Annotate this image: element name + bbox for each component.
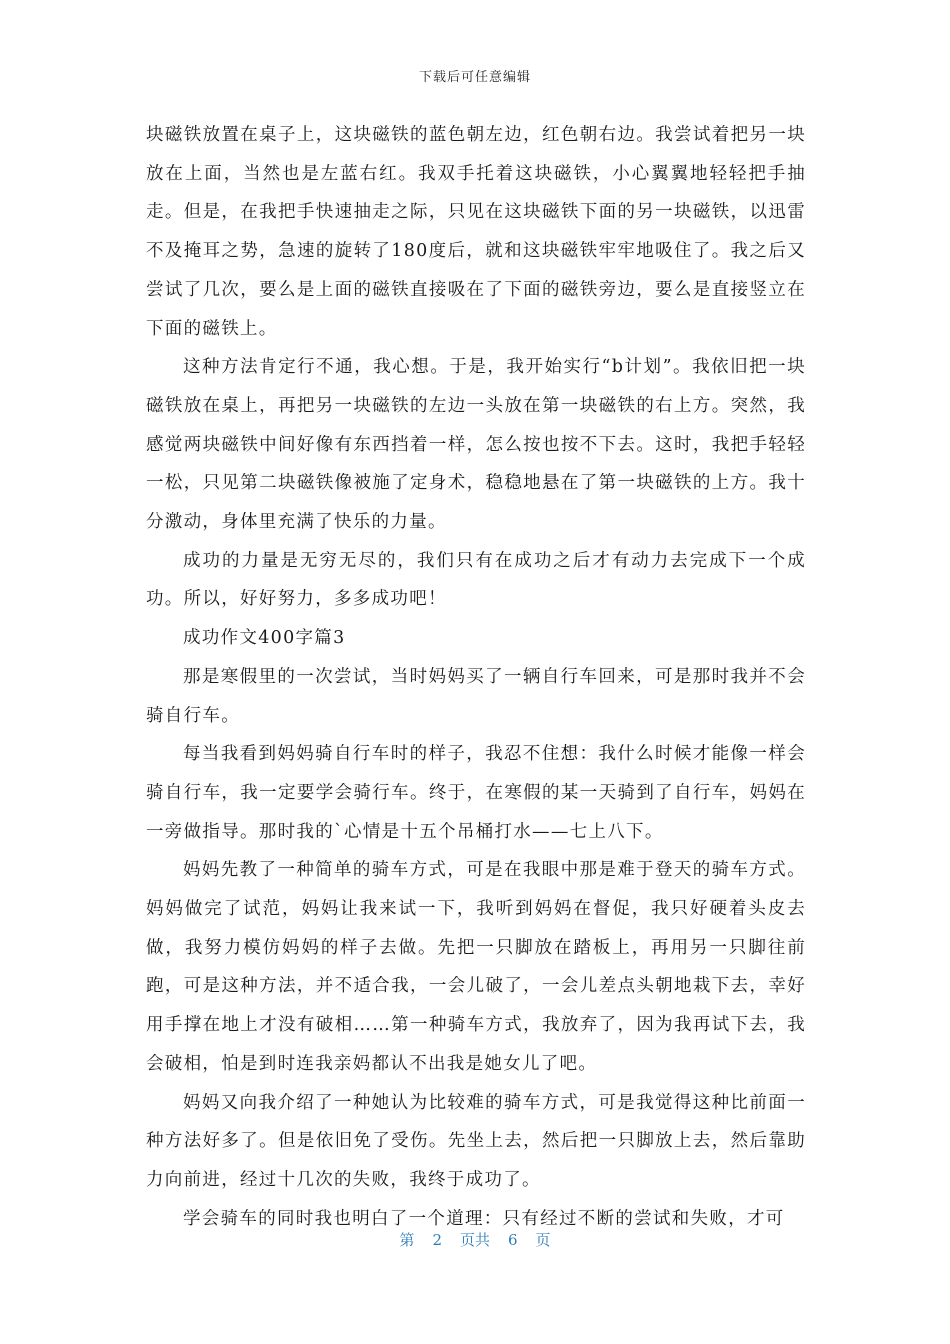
paragraph: 那是寒假里的一次尝试，当时妈妈买了一辆自行车回来，可是那时我并不会骑自行车。 (146, 666, 806, 726)
footer-current-page: 2 (432, 1231, 442, 1249)
footer-total-pages: 6 (508, 1231, 518, 1249)
page-header: 下载后可任意编辑 (418, 70, 531, 85)
document-body (146, 116, 806, 1238)
paragraph: 这种方法肯定行不通，我心想。于是，我开始实行“b计划”。我依旧把一块磁铁放在桌上，再把另一块磁铁的左边一头放在第一块磁铁的右上方。突然，我感觉两块磁铁中间好像有东西挡着一样，怎么按也按不下去。这时，我把手轻轻一松，只见第二块磁铁像被施了定身术，稳稳地悬在了第一块磁铁的上方。我十分激动，身体里充满了快乐的力量。 (146, 357, 806, 533)
paragraph: 妈妈先教了一种简单的骑车方式，可是在我眼中那是难于登天的骑车方式。妈妈做完了试范，妈妈让我来试一下，我听到妈妈在督促，我只好硬着头皮去做，我努力模仿妈妈的样子去做。先把一只脚放在踏板上，再用另一只脚往前跑，可是这种方法，并不适合我，一会儿破了，一会儿差点头朝地栽下去，幸好用手撑在地上才没有破相……第一种骑车方式，我放弃了，因为我再试下去，我会破相，怕是到时连我亲妈都认不出我是她女儿了吧。 (146, 860, 806, 1074)
page-footer (0, 1229, 950, 1250)
footer-label-page: 第 (399, 1231, 415, 1249)
paragraph: 学会骑车的同时我也明白了一个道理：只有经过不断的尝试和失败，才可 (183, 1208, 785, 1229)
section-heading: 成功作文400字篇3 (183, 628, 346, 649)
paragraph: 成功的力量是无穷无尽的，我们只有在成功之后才有动力去完成下一个成功。所以，好好努力，多多成功吧！ (146, 550, 806, 610)
paragraph: 妈妈又向我介绍了一种她认为比较难的骑车方式，可是我觉得这种比前面一种方法好多了。但是依旧免了受伤。先坐上去，然后把一只脚放上去，然后靠助力向前进，经过十几次的失败，我终于成功了。 (146, 1092, 806, 1190)
paragraph: 每当我看到妈妈骑自行车时的样子，我忍不住想：我什么时候才能像一样会骑自行车，我一定要学会骑行车。终于，在寒假的某一天骑到了自行车，妈妈在一旁做指导。那时我的`心情是十五个吊桶打水——七上八下。 (146, 744, 806, 842)
footer-label-end: 页 (535, 1231, 551, 1249)
paragraph: 块磁铁放置在桌子上，这块磁铁的蓝色朝左边，红色朝右边。我尝试着把另一块放在上面，当然也是左蓝右红。我双手托着这块磁铁，小心翼翼地轻轻把手抽走。但是，在我把手快速抽走之际，只见在这块磁铁下面的另一块磁铁，以迅雷不及掩耳之势，急速的旋转了180度后，就和这块磁铁牢牢地吸住了。我之后又尝试了几次，要么是上面的磁铁直接吸在了下面的磁铁旁边，要么是直接竖立在下面的磁铁上。 (146, 125, 806, 339)
footer-label-of: 页共 (459, 1231, 490, 1249)
